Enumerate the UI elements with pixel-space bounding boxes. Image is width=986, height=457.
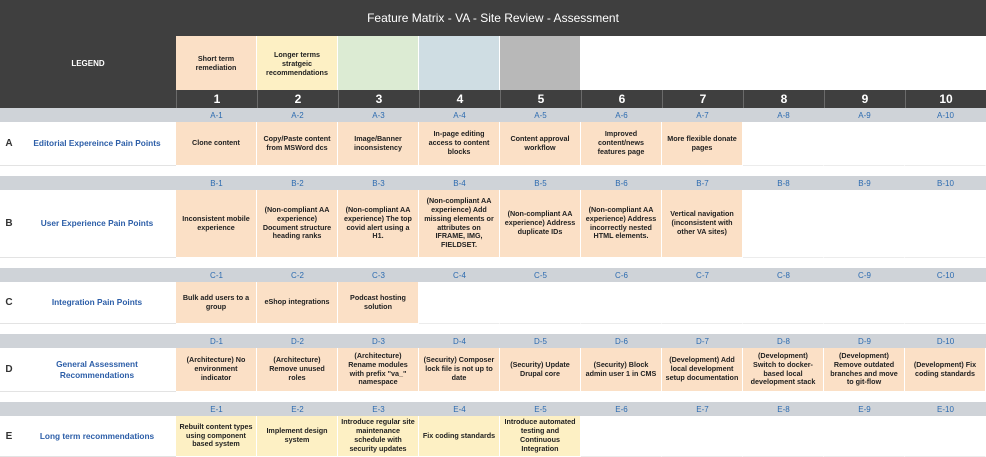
matrix-cell[interactable]: eShop integrations (257, 282, 338, 324)
cell-code-label[interactable]: B-5 (500, 176, 581, 190)
matrix-cell[interactable]: (Non-compliant AA experience) Add missing elements or attributes on IFRAME, IMG, FIELDSET. (419, 190, 500, 258)
matrix-cell[interactable] (743, 122, 824, 166)
matrix-cell[interactable]: Introduce regular site maintenance schedule with security updates (338, 416, 419, 457)
matrix-cell[interactable]: (Non-compliant AA experience) The top covid alert using a H1. (338, 190, 419, 258)
matrix-cell[interactable] (905, 416, 986, 457)
matrix-cell[interactable]: Content approval workflow (500, 122, 581, 166)
cell-code-label[interactable]: B-7 (662, 176, 743, 190)
code-row-spacer (0, 268, 176, 282)
legend-swatch[interactable] (500, 36, 581, 90)
column-number-header[interactable]: 1 (176, 90, 257, 108)
matrix-cell[interactable]: (Architecture) No environment indicator (176, 348, 257, 392)
matrix-cell[interactable]: Clone content (176, 122, 257, 166)
row-title-b[interactable]: User Experience Pain Points (18, 190, 176, 258)
matrix-cell[interactable] (905, 282, 986, 324)
cell-code-label[interactable]: B-4 (419, 176, 500, 190)
row-separator (0, 324, 986, 334)
cell-code-label[interactable]: A-1 (176, 108, 257, 122)
column-number-header[interactable]: 4 (419, 90, 500, 108)
cell-code-label[interactable]: E-1 (176, 402, 257, 416)
cell-code-label[interactable]: A-4 (419, 108, 500, 122)
legend-swatch[interactable] (743, 36, 824, 90)
matrix-cell[interactable] (581, 282, 662, 324)
cell-code-label[interactable]: B-10 (905, 176, 986, 190)
matrix-cell[interactable]: Copy/Paste content from MSWord dcs (257, 122, 338, 166)
cell-code-label[interactable]: C-6 (581, 268, 662, 282)
matrix-cell[interactable] (662, 416, 743, 457)
matrix-cell[interactable]: Inconsistent mobile experience (176, 190, 257, 258)
cell-code-label[interactable]: E-7 (662, 402, 743, 416)
cell-code-label[interactable]: E-9 (824, 402, 905, 416)
matrix-cell[interactable]: Vertical navigation (inconsistent with other VA sites) (662, 190, 743, 258)
cell-code-label[interactable]: B-3 (338, 176, 419, 190)
cell-code-label[interactable]: A-9 (824, 108, 905, 122)
matrix-cell[interactable]: (Non-compliant AA experience) Address incorrectly nested HTML elements. (581, 190, 662, 258)
sheet-title: Feature Matrix - VA - Site Review - Assessment (0, 0, 986, 36)
legend-swatch[interactable] (662, 36, 743, 90)
matrix-cell[interactable]: (Non-compliant AA experience) Document structure heading ranks (257, 190, 338, 258)
row-title-d[interactable]: General Assessment Recommendations (18, 348, 176, 392)
column-number-header[interactable]: 8 (743, 90, 824, 108)
column-number-header[interactable]: 9 (824, 90, 905, 108)
matrix-cell[interactable] (824, 282, 905, 324)
cell-code-label[interactable]: E-4 (419, 402, 500, 416)
row-letter-a: A (0, 122, 18, 166)
row-separator (0, 166, 986, 176)
cell-code-label[interactable]: A-5 (500, 108, 581, 122)
legend-swatch[interactable] (338, 36, 419, 90)
cell-code-label[interactable]: E-3 (338, 402, 419, 416)
cell-code-label[interactable]: A-3 (338, 108, 419, 122)
matrix-cell[interactable]: Improved content/news features page (581, 122, 662, 166)
matrix-cell[interactable]: Podcast hosting solution (338, 282, 419, 324)
cell-code-label[interactable]: E-6 (581, 402, 662, 416)
cell-code-label[interactable]: A-2 (257, 108, 338, 122)
column-number-header[interactable]: 2 (257, 90, 338, 108)
matrix-cell[interactable]: Implement design system (257, 416, 338, 457)
cell-code-label[interactable]: D-1 (176, 334, 257, 348)
cell-code-label[interactable]: D-7 (662, 334, 743, 348)
cell-code-label[interactable]: C-1 (176, 268, 257, 282)
legend-swatch[interactable] (419, 36, 500, 90)
matrix-cell[interactable]: (Development) Add local development setup documentation (662, 348, 743, 392)
cell-code-label[interactable]: E-8 (743, 402, 824, 416)
cell-code-label[interactable]: D-9 (824, 334, 905, 348)
cell-code-label[interactable]: D-6 (581, 334, 662, 348)
matrix-cell[interactable] (419, 282, 500, 324)
cell-code-label[interactable]: A-6 (581, 108, 662, 122)
legend-swatch[interactable] (824, 36, 905, 90)
matrix-cell[interactable] (743, 282, 824, 324)
matrix-cell[interactable]: (Development) Fix coding standards (905, 348, 986, 392)
column-number-header[interactable]: 5 (500, 90, 581, 108)
cell-code-label[interactable]: D-5 (500, 334, 581, 348)
matrix-cell[interactable]: Fix coding standards (419, 416, 500, 457)
legend-label: LEGEND (0, 36, 176, 90)
cell-code-label[interactable]: C-3 (338, 268, 419, 282)
row-title-a[interactable]: Editorial Expereince Pain Points (18, 122, 176, 166)
cell-code-label[interactable]: B-2 (257, 176, 338, 190)
column-number-header[interactable]: 6 (581, 90, 662, 108)
matrix-cell[interactable]: (Development) Remove outdated branches and move to git-flow (824, 348, 905, 392)
column-number-header-blank (0, 90, 176, 108)
matrix-cell[interactable]: In-page editing access to content blocks (419, 122, 500, 166)
matrix-cell[interactable]: Image/Banner inconsistency (338, 122, 419, 166)
cell-code-label[interactable]: C-4 (419, 268, 500, 282)
matrix-cell[interactable]: (Development) Switch to docker-based local development stack (743, 348, 824, 392)
cell-code-label[interactable]: D-3 (338, 334, 419, 348)
cell-code-label[interactable]: B-8 (743, 176, 824, 190)
cell-code-label[interactable]: A-8 (743, 108, 824, 122)
column-number-header[interactable]: 7 (662, 90, 743, 108)
matrix-cell[interactable]: (Architecture) Remove unused roles (257, 348, 338, 392)
matrix-cell[interactable]: (Architecture) Rename modules with prefix "va_" namespace (338, 348, 419, 392)
code-row-spacer (0, 108, 176, 122)
matrix-cell[interactable]: (Security) Composer lock file is not up to date (419, 348, 500, 392)
matrix-cell[interactable] (743, 416, 824, 457)
legend-swatch[interactable]: Longer terms stratgeic recommendations (257, 36, 338, 90)
code-row-spacer (0, 176, 176, 190)
matrix-cell[interactable] (500, 282, 581, 324)
cell-code-label[interactable]: C-5 (500, 268, 581, 282)
cell-code-label[interactable]: D-2 (257, 334, 338, 348)
cell-code-label[interactable]: D-10 (905, 334, 986, 348)
column-number-header[interactable]: 3 (338, 90, 419, 108)
matrix-cell[interactable] (662, 282, 743, 324)
row-title-c[interactable]: Integration Pain Points (18, 282, 176, 324)
matrix-cell[interactable] (824, 190, 905, 258)
cell-code-label[interactable]: E-2 (257, 402, 338, 416)
matrix-cell[interactable]: (Security) Update Drupal core (500, 348, 581, 392)
matrix-cell[interactable] (743, 190, 824, 258)
cell-code-label[interactable]: A-10 (905, 108, 986, 122)
matrix-cell[interactable] (824, 416, 905, 457)
cell-code-label[interactable]: B-1 (176, 176, 257, 190)
matrix-cell[interactable]: (Non-compliant AA experience) Address duplicate IDs (500, 190, 581, 258)
matrix-cell[interactable] (581, 416, 662, 457)
cell-code-label[interactable]: C-2 (257, 268, 338, 282)
cell-code-label[interactable]: E-10 (905, 402, 986, 416)
matrix-cell[interactable] (824, 122, 905, 166)
row-letter-e: E (0, 416, 18, 457)
cell-code-label[interactable]: B-9 (824, 176, 905, 190)
column-number-header[interactable]: 10 (905, 90, 986, 108)
matrix-cell[interactable] (905, 122, 986, 166)
legend-swatch[interactable] (581, 36, 662, 90)
row-letter-d: D (0, 348, 18, 392)
legend-swatch[interactable]: Short term remediation (176, 36, 257, 90)
row-separator (0, 258, 986, 268)
matrix-cell[interactable]: (Security) Block admin user 1 in CMS (581, 348, 662, 392)
cell-code-label[interactable]: B-6 (581, 176, 662, 190)
cell-code-label[interactable]: C-9 (824, 268, 905, 282)
cell-code-label[interactable]: A-7 (662, 108, 743, 122)
cell-code-label[interactable]: E-5 (500, 402, 581, 416)
row-separator (0, 392, 986, 402)
code-row-spacer (0, 334, 176, 348)
cell-code-label[interactable]: D-4 (419, 334, 500, 348)
cell-code-label[interactable]: C-7 (662, 268, 743, 282)
cell-code-label[interactable]: C-10 (905, 268, 986, 282)
row-title-e[interactable]: Long term recommendations (18, 416, 176, 457)
row-letter-c: C (0, 282, 18, 324)
legend-swatch[interactable] (905, 36, 986, 90)
matrix-cell[interactable] (905, 190, 986, 258)
cell-code-label[interactable]: D-8 (743, 334, 824, 348)
cell-code-label[interactable]: C-8 (743, 268, 824, 282)
matrix-cell[interactable]: Bulk add users to a group (176, 282, 257, 324)
row-letter-b: B (0, 190, 18, 258)
matrix-cell[interactable]: More flexible donate pages (662, 122, 743, 166)
matrix-cell[interactable]: Rebuilt content types using component based system (176, 416, 257, 457)
matrix-cell[interactable]: Introduce automated testing and Continuous Integration (500, 416, 581, 457)
code-row-spacer (0, 402, 176, 416)
